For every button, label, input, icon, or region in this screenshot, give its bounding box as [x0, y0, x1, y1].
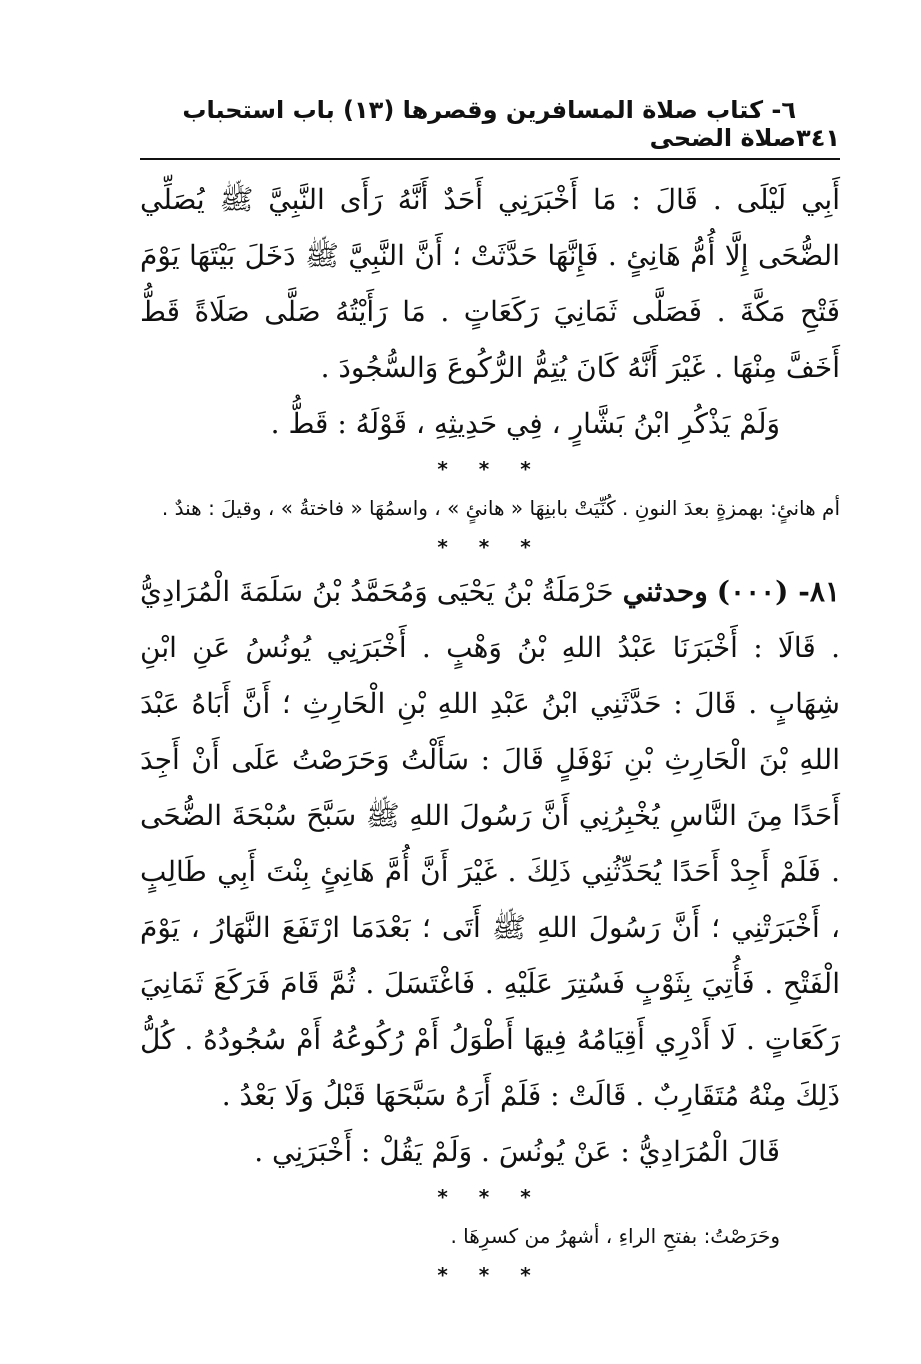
hadith-lead: وحدثني [622, 575, 708, 608]
hadith-80-remark: وَلَمْ يَذْكُرِ ابْنُ بَشَّارٍ ، فِي حَدِيثِهِ ، قَوْلَهُ : قَطُّ . [270, 407, 780, 440]
page-number: ٣٤١ [796, 124, 840, 152]
separator-3: * * * [437, 1185, 543, 1209]
footnote-umm-hani: أم هانئٍ: بهمزةٍ بعدَ النونِ . كُنِّيَتْ بابنِهَا « هانئٍ » ، واسمُهَا « فاختةُ » ، وقيلَ : هندٌ . [161, 496, 840, 520]
hadith-80-continuation: أَبِي لَيْلَى . قَالَ : مَا أَخْبَرَنِي أَحَدٌ أَنَّهُ رَأَى النَّبِيَّ ﷺ يُصَلِّي الضُّحَى إِلَّا أُمُّ هَانِئٍ . فَإِنَّهَا حَدَّثَتْ ؛ أَنَّ النَّبِيَّ ﷺ دَخَلَ بَيْتَهَا يَوْمَ فَتْحِ مَكَّةَ . فَصَلَّى ثَمَانِيَ رَكَعَاتٍ . مَا رَأَيْتُهُ صَلَّى صَلَاةً قَطُّ أَخَفَّ مِنْهَا . غَيْرَ أَنَّهُ كَانَ يُتِمُّ الرُّكُوعَ وَالسُّجُودَ . [140, 183, 840, 384]
separator-1: * * * [437, 457, 543, 481]
hadith-81 [140, 564, 840, 1124]
chapter-title: ٦- كتاب صلاة المسافرين وقصرها (١٣) باب استحباب صلاة الضحى [182, 96, 797, 152]
hadith-number: ٨١- (٠٠٠) [716, 575, 840, 608]
hadith-81-text: حَرْمَلَةُ بْنُ يَحْيَى وَمُحَمَّدُ بْنُ سَلَمَةَ الْمُرَادِيُّ . قَالَا : أَخْبَرَنَا عَبْدُ اللهِ بْنُ وَهْبٍ . أَخْبَرَنِي يُونُسُ عَنِ ابْنِ شِهَابٍ . قَالَ : حَدَّثَنِي ابْنُ عَبْدِ اللهِ بْنِ الْحَارِثِ ؛ أَنَّ أَبَاهُ عَبْدَ اللهِ بْنَ الْحَارِثِ بْنِ نَوْفَلٍ قَالَ : سَأَلْتُ وَحَرَصْتُ عَلَى أَنْ أَجِدَ أَحَدًا مِنَ النَّاسِ يُخْبِرُنِي أَنَّ رَسُولَ اللهِ ﷺ سَبَّحَ سُبْحَةَ الضُّحَى . فَلَمْ أَجِدْ أَحَدًا يُحَدِّثُنِي ذَلِكَ . غَيْرَ أَنَّ أُمَّ هَانِئٍ بِنْتَ أَبِي طَالِبٍ ، أَخْبَرَتْنِي ؛ أَنَّ رَسُولَ اللهِ ﷺ أَتَى ؛ بَعْدَمَا ارْتَفَعَ النَّهَارُ ، يَوْمَ الْفَتْحِ . فَأُتِيَ بِثَوْبٍ فَسُتِرَ عَلَيْهِ . فَاغْتَسَلَ . ثُمَّ قَامَ فَرَكَعَ ثَمَانِيَ رَكَعَاتٍ . لَا أَدْرِي أَقِيَامُهُ فِيهَا أَطْوَلُ أَمْ رُكُوعُهُ أَمْ سُجُودُهُ . كُلُّ ذَلِكَ مِنْهُ مُتَقَارِبٌ . قَالَتْ : فَلَمْ أَرَهُ سَبَّحَهَا قَبْلُ وَلَا بَعْدُ . [140, 575, 840, 1112]
running-head [140, 96, 840, 160]
separator-4: * * * [437, 1263, 543, 1287]
hadith-81-remark: قَالَ الْمُرَادِيُّ : عَنْ يُونُسَ . وَلَمْ يَقُلْ : أَخْبَرَنِي . [254, 1135, 780, 1168]
separator-2: * * * [437, 535, 543, 559]
footnote-harastu: وحَرَصْتُ: بفتحِ الراءِ ، أشهرُ من كسرِهَا . [450, 1224, 780, 1248]
page-body [140, 172, 840, 1292]
